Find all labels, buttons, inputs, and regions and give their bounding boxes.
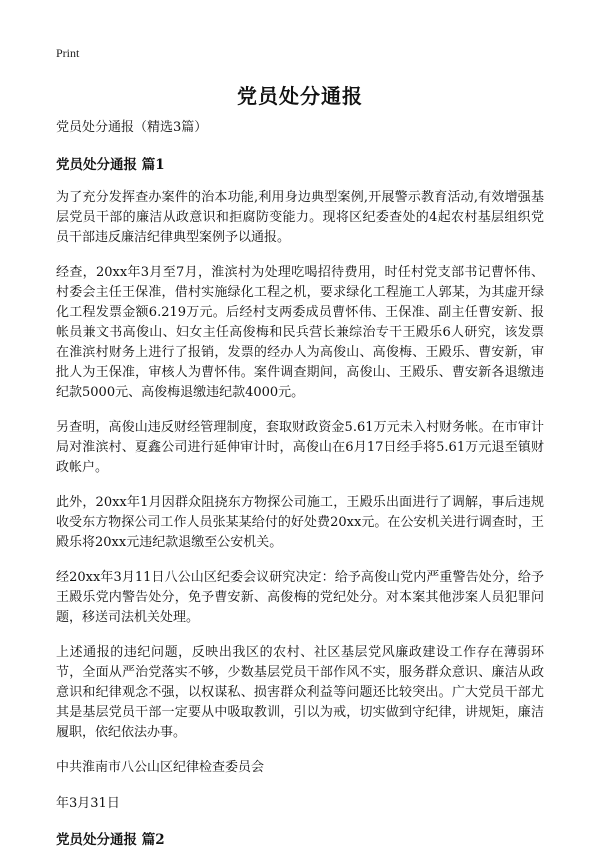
- section-heading-1: 党员处分通报 篇1: [56, 157, 165, 173]
- paragraph: 此外，20xx年1月因群众阻挠东方物探公司施工，王殿乐出面进行了调解，事后违规收受东方物探公司工作人员张某某给付的好处费20xx元。在公安机关进行调查时，王殿乐将20xx元违纪款退缴至公安机关。: [56, 495, 544, 550]
- paragraph: 经20xx年3月11日八公山区纪委会议研究决定：给予高俊山党内严重警告处分，给予王殿乐党内警告处分，免予曹安新、高俊梅的党纪处分。对本案其他涉案人员犯罪问题，移送司法机关处理。: [56, 570, 544, 625]
- print-link[interactable]: Print: [56, 46, 80, 60]
- document-subtitle: 党员处分通报（精选3篇）: [56, 120, 208, 135]
- section-heading-2: 党员处分通报 篇2: [56, 832, 165, 848]
- paragraph: 上述通报的违纪问题，反映出我区的农村、社区基层党风廉政建设工作存在薄弱环节，全面从严治党落实不够，少数基层党员干部作风不实，服务群众意识、廉洁从政意识和纪律观念不强，以权谋私、损害群众利益等问题还比较突出。广大党员干部尤其是基层党员干部一定要从中吸取教训，引以为戒，切实做到守纪律，讲规矩，廉洁履职，依纪依法办事。: [56, 645, 544, 740]
- signature-organization: 中共淮南市八公山区纪律检查委员会: [56, 760, 265, 775]
- paragraph: 经查，20xx年3月至7月，淮滨村为处理吃喝招待费用，时任村党支部书记曹怀伟、村委会主任王保准，借村实施绿化工程之机，要求绿化工程施工人郭某，为其虚开绿化工程发票金额6.219万元。后经村支两委成员曹怀伟、王保准、副主任曹安新、报帐员兼文书高俊山、妇女主任高俊梅和民兵营长兼综治专干王殿乐6人研究，该发票在淮滨村财务上进行了报销，发票的经办人为高俊山、高俊梅、王殿乐、曹安新，审批人为王保准，审核人为曹怀伟。案件调查期间，高俊山、王殿乐、曹安新各退缴违纪款5000元、高俊梅退缴违纪款4000元。: [56, 265, 544, 400]
- signature-date: 年3月31日: [56, 796, 120, 811]
- paragraph: 另查明，高俊山违反财经管理制度，套取财政资金5.61万元未入村财务帐。在市审计局对淮滨村、夏鑫公司进行延伸审计时，高俊山在6月17日经手将5.61万元退至镇财政帐户。: [56, 420, 544, 475]
- document-body: [56, 118, 544, 863]
- page-title: 党员处分通报: [237, 84, 363, 108]
- paragraph: 为了充分发挥查办案件的治本功能,利用身边典型案例,开展警示教育活动,有效增强基层党员干部的廉洁从政意识和拒腐防变能力。现将区纪委查处的4起农村基层组织党员干部违反廉洁纪律典型案例予以通报。: [56, 190, 544, 245]
